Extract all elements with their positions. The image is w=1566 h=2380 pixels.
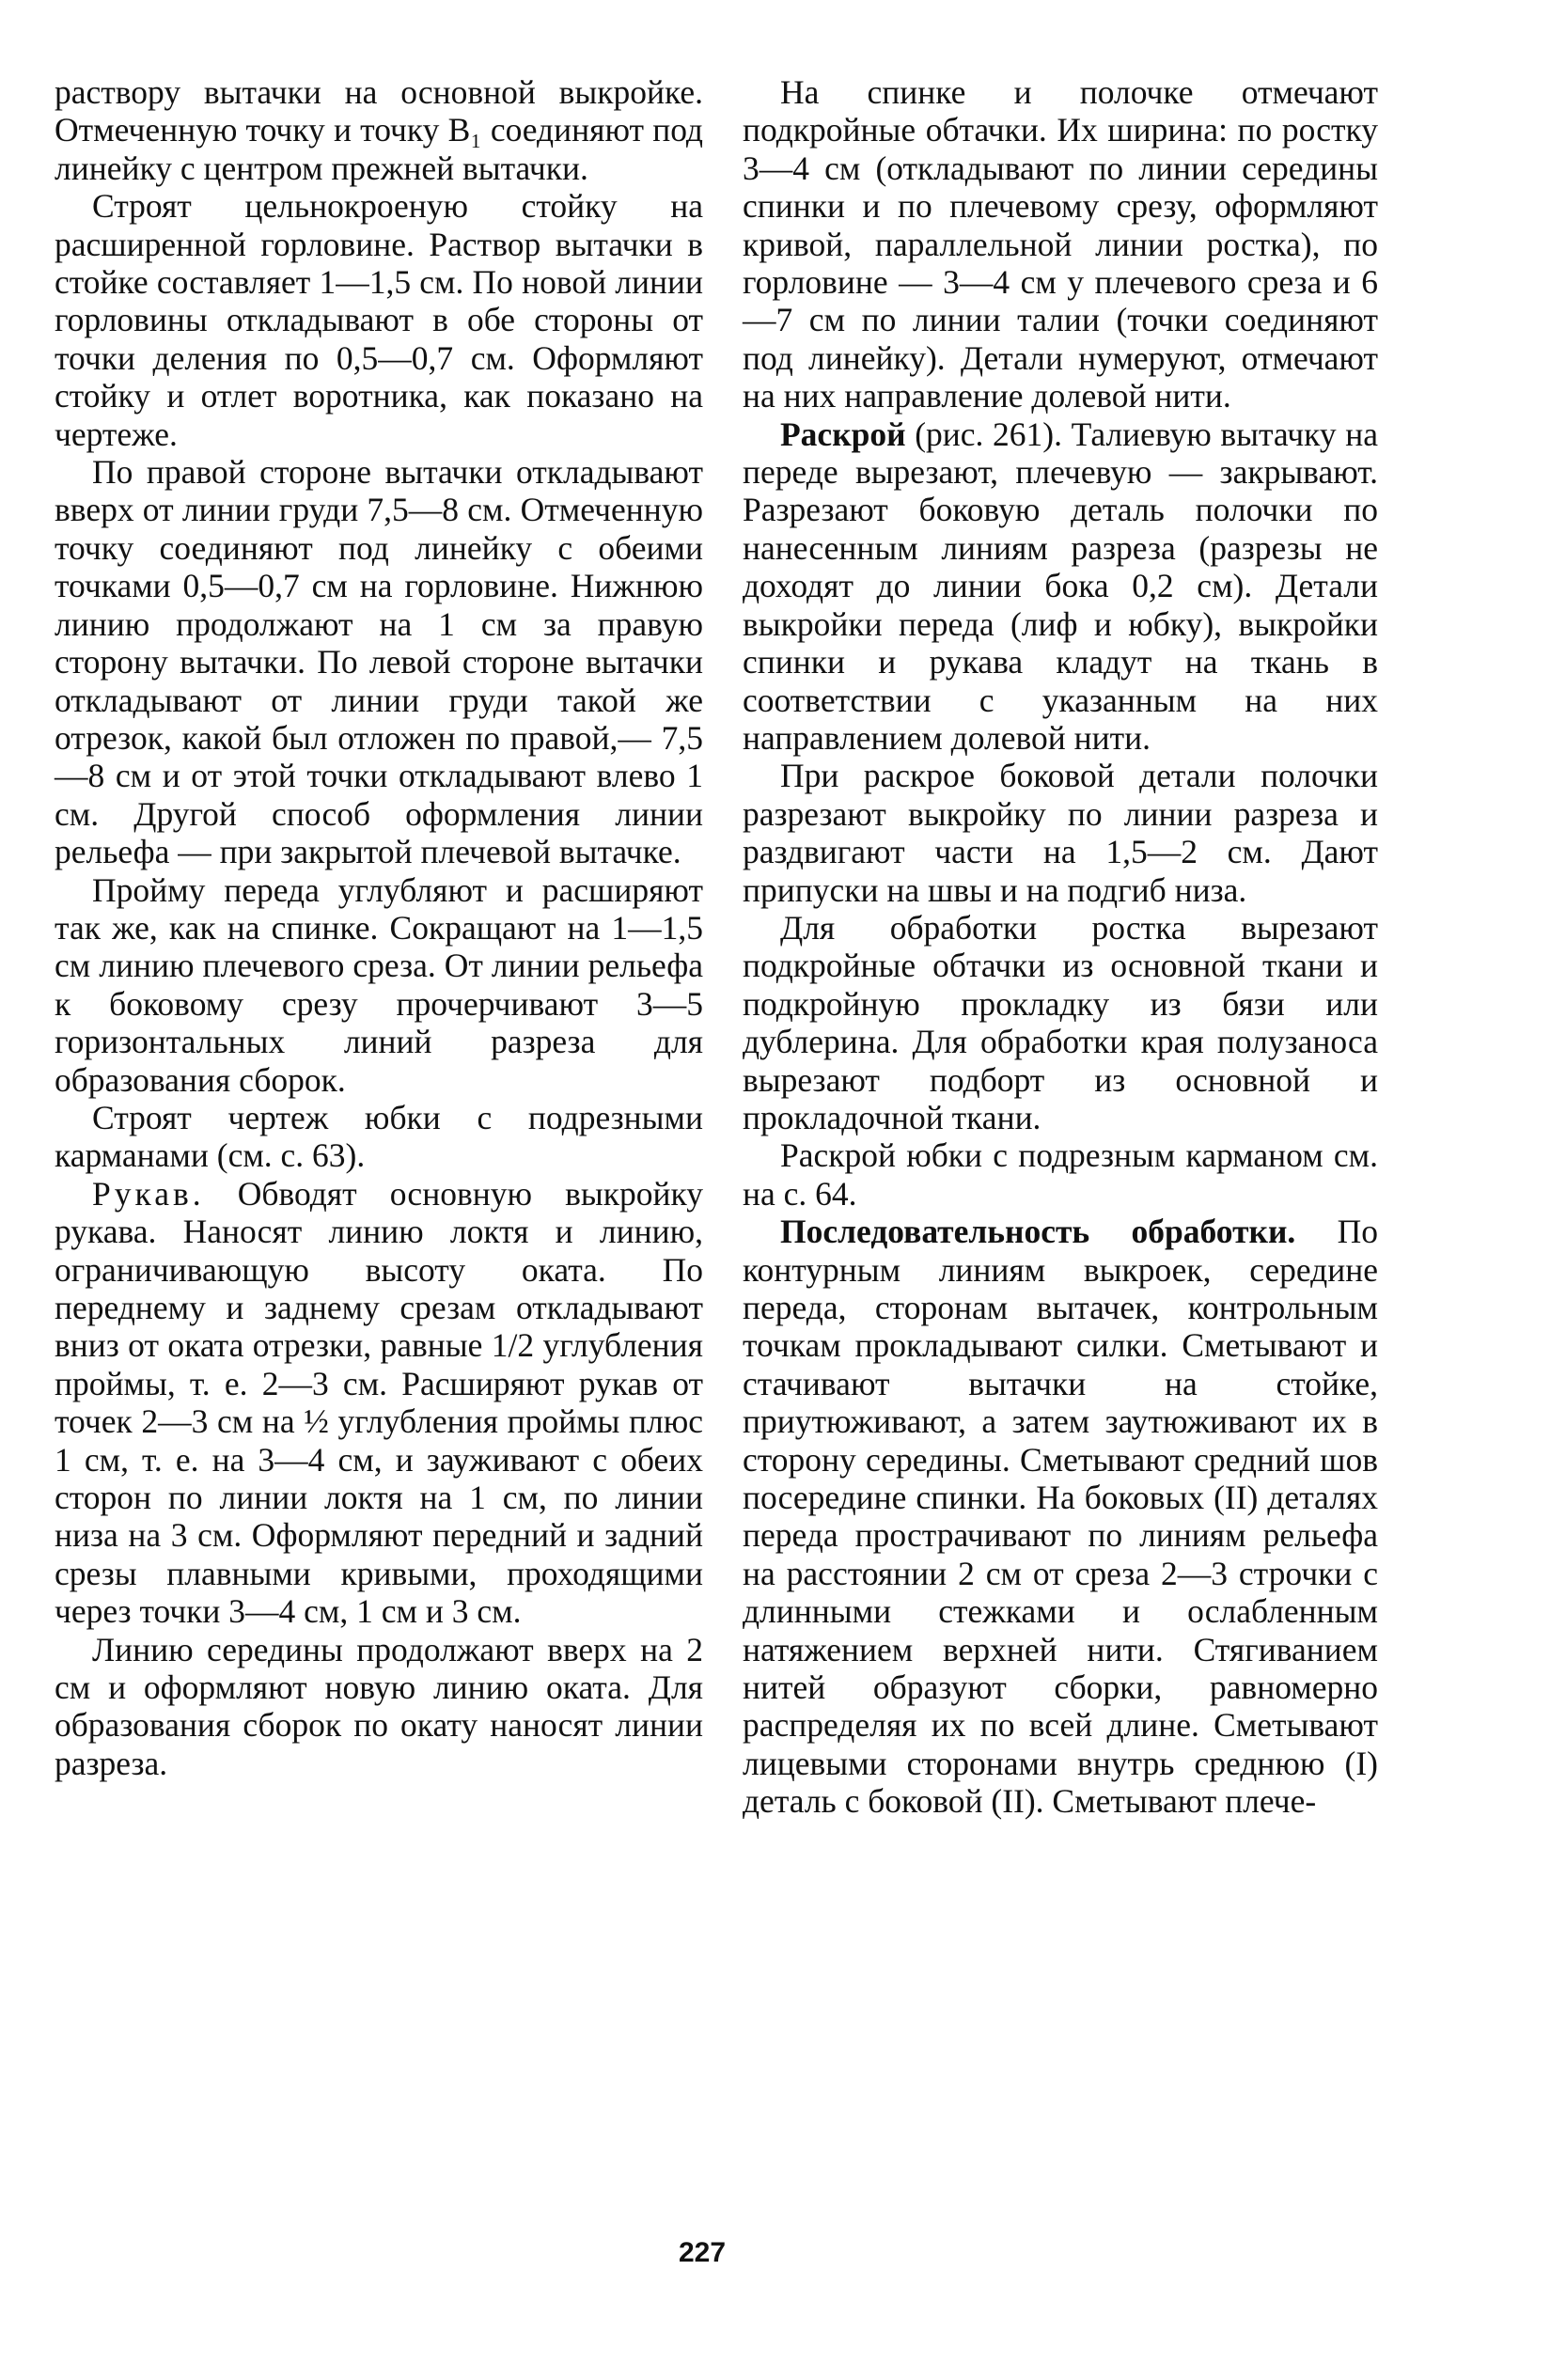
paragraph: раствору вытачки на основной выкройке. Отмеченную точку и точку В₁ соединяют под линейку с центром прежней вытачки. xyxy=(55,73,703,187)
paragraph xyxy=(743,415,1378,758)
section-heading-cutting: Раскрой xyxy=(780,415,906,453)
paragraph xyxy=(743,1213,1378,1821)
page-number: 227 xyxy=(679,2237,727,2268)
paragraph xyxy=(55,1175,703,1631)
left-column xyxy=(55,73,703,1782)
section-heading-sequence: Последовательность обработки. xyxy=(780,1213,1296,1251)
paragraph: Для обработки ростка вырезают подкройные обтачки из основной ткани и подкройную прокладку из бязи или дублерина. Для обработки края полузаноса вырезают подборт из основной и прокладочной ткани. xyxy=(743,908,1378,1136)
paragraph: Строят чертеж юбки с подрезными карманами (см. с. 63). xyxy=(55,1098,703,1175)
paragraph: Раскрой юбки с подрезным карманом см. на с. 64. xyxy=(743,1136,1378,1213)
paragraph: На спинке и полочке отмечают подкройные обтачки. Их ширина: по ростку 3—4 см (откладывают по линии середины спинки и по плечевому срезу, оформляют кривой, параллельной линии ростка), по горловине — 3—4 см у плечевого среза и 6—7 см по линии талии (точки соединяют под линейку). Детали нумеруют, отмечают на них направление долевой нити. xyxy=(743,73,1378,415)
paragraph: Линию середины продолжают вверх на 2 см и оформляют новую линию оката. Для образования сборок по окату наносят линии разреза. xyxy=(55,1630,703,1782)
paragraph-body: По контурным линиям выкроек, середине переда, сторонам вытачек, контрольным точкам прокладывают силки. Сметывают и стачивают вытачки на стойке, приутюживают, а затем заутюживают их в сторону середины. Сметывают средний шов посередине спинки. На боковых (II) деталях переда прострачивают по линиям рельефа на расстоянии 2 см от среза 2—3 строчки с длинными стежками и ослабленным натяжением верхней нити. Стягиванием нитей образуют сборки, равномерно распределяя их по всей длине. Сметывают лицевыми сторонами внутрь среднюю (I) деталь с боковой (II). Сметывают плече- xyxy=(743,1213,1378,1821)
paragraph: Строят цельнокроеную стойку на расширенной горловине. Раствор вытачки в стойке составляет 1—1,5 см. По новой линии горловины откладывают в обе стороны от точки деления по 0,5—0,7 см. Оформляют стойку и отлет воротника, как показано на чертеже. xyxy=(55,187,703,453)
paragraph-body: (рис. 261). Талиевую вытачку на переде вырезают, плечевую — закрывают. Разрезают боковую деталь полочки по нанесенным линиям разреза (разрезы не доходят до линии бока 0,2 см). Детали выкройки переда (лиф и юбку), выкройки спинки и рукава кладут на ткань в соответствии с указанным на них направлением долевой нити. xyxy=(743,415,1378,757)
paragraph-body: Обводят основную выкройку рукава. Наносят линию локтя и линию, ограничивающую высоту оката. По переднему и заднему срезам откладывают вниз от оката отрезки, равные 1/2 углубления проймы, т. е. 2—3 см. Расширяют рукав от точек 2—3 см на ½ углубления проймы плюс 1 см, т. е. на 3—4 см, и зауживают с обеих сторон по линии локтя на 1 см, по линии низа на 3 см. Оформляют передний и задний срезы плавными кривыми, проходящими через точки 3—4 см, 1 см и 3 см. xyxy=(55,1174,703,1631)
paragraph: Пройму переда углубляют и расширяют так же, как на спинке. Сокращают на 1—1,5 см линию плечевого среза. От линии рельефа к боковому срезу прочерчивают 3—5 горизонтальных линий разреза для образования сборок. xyxy=(55,870,703,1099)
right-column xyxy=(743,73,1378,1821)
paragraph: По правой стороне вытачки откладывают вверх от линии груди 7,5—8 см. Отмеченную точку соединяют под линейку с обеими точками 0,5—0,7 см на горловине. Нижнюю линию продолжают на 1 см за правую сторону вытачки. По левой стороне вытачки откладывают от линии груди такой же отрезок, какой был отложен по правой,— 7,5—8 см и от этой точки откладывают влево 1 см. Другой способ оформления линии рельефа — при закрытой плечевой вытачке. xyxy=(55,453,703,871)
paragraph-lead: Рукав. xyxy=(92,1174,205,1213)
paragraph: При раскрое боковой детали полочки разрезают выкройку по линии разреза и раздвигают части на 1,5—2 см. Дают припуски на швы и на подгиб низа. xyxy=(743,757,1378,909)
